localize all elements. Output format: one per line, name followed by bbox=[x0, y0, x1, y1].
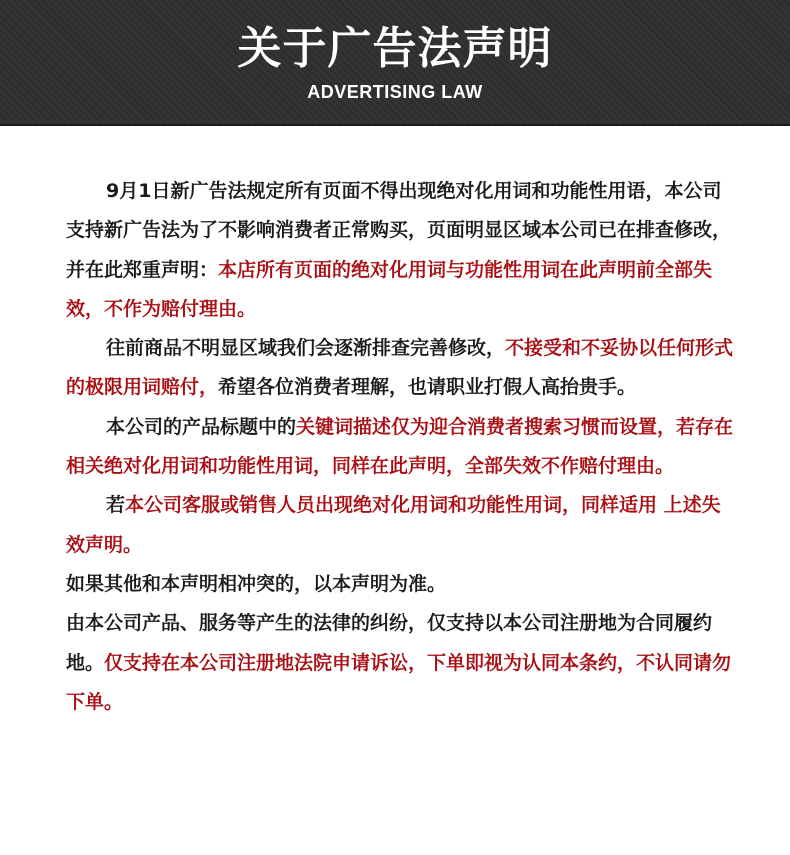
declaration-body bbox=[66, 172, 736, 722]
paragraph-3-text-1: 本公司的产品标题中的 bbox=[106, 415, 297, 438]
paragraph-3 bbox=[66, 408, 736, 487]
paragraph-2-text-2: 希望各位消费者理解，也请职业打假人高抬贵手。 bbox=[218, 376, 637, 399]
paragraph-6-text-1: 由本公司产品、服务等产生的法律的纠纷，仅支持以本公司注册地为合同履约地。 bbox=[66, 612, 713, 674]
paragraph-1-text-1: 9月1日新广告法规定所有页面不得出现绝对化用词和功能性用语，本公司支持新广告法为了不影响消费者正常购买，页面明显区域本公司已在排查修改，并在此郑重声明： bbox=[66, 180, 732, 281]
paragraph-4 bbox=[66, 486, 736, 565]
page-subtitle: ADVERTISING LAW bbox=[307, 82, 483, 102]
paragraph-1-highlight-1: 本店所有页面的绝对化用词与功能性用词在此声明前全部失效，不作为赔付理由。 bbox=[66, 258, 713, 320]
header-banner bbox=[0, 0, 790, 126]
paragraph-6 bbox=[66, 604, 736, 722]
paragraph-4-text-1: 若 bbox=[106, 494, 126, 517]
paragraph-5 bbox=[66, 565, 736, 604]
paragraph-2 bbox=[66, 329, 736, 408]
paragraph-6-highlight-1: 仅支持在本公司注册地法院申请诉讼，下单即视为认同本条约，不认同请勿下单。 bbox=[66, 651, 732, 713]
paragraph-4-highlight-1: 本公司客服或销售人员出现绝对化用词和功能性用词，同样适用 上述失效声明。 bbox=[66, 494, 721, 556]
paragraph-2-highlight-1: 不接受和不妥协以任何形式的极限用词赔付， bbox=[66, 337, 734, 399]
page-title: 关于广告法声明 bbox=[237, 23, 553, 74]
paragraph-5-text-1: 如果其他和本声明相冲突的，以本声明为准。 bbox=[66, 572, 447, 595]
paragraph-1 bbox=[66, 172, 736, 329]
paragraph-3-highlight-1: 关键词描述仅为迎合消费者搜索习惯而设置，若存在相关绝对化用词和功能性用词，同样在此声明，全部失效不作赔付理由。 bbox=[66, 415, 734, 478]
paragraph-2-text-1: 往前商品不明显区域我们会逐渐排查完善修改， bbox=[106, 337, 506, 360]
